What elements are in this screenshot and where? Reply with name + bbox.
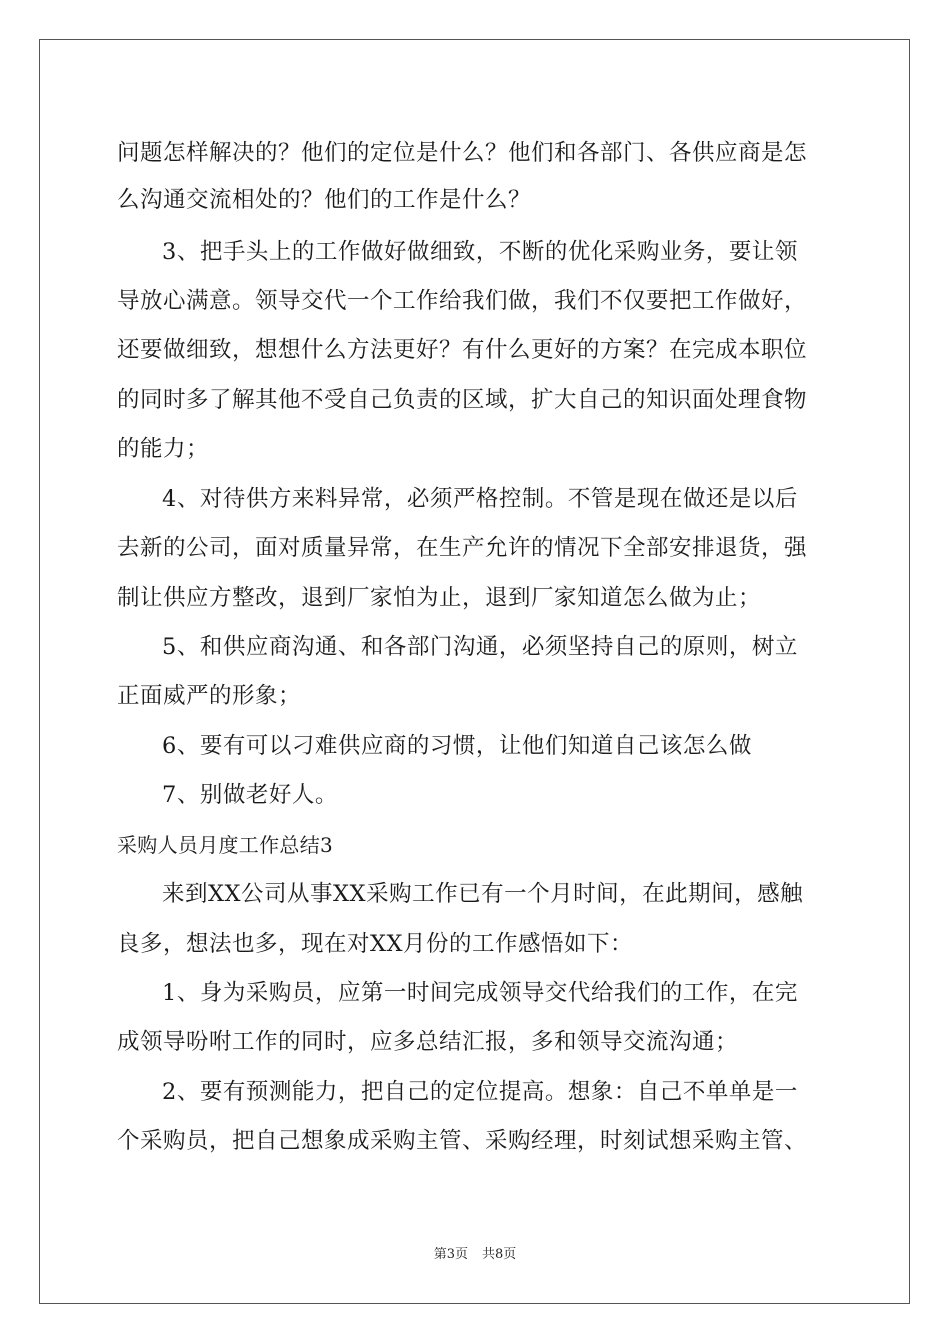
text-line: 成领导吩咐工作的同时，应多总结汇报，多和领导交流沟通； [117,1029,739,1055]
text-line: 还要做细致，想想什么方法更好？有什么更好的方案？在完成本职位 [117,337,808,363]
text-line: 个采购员，把自己想象成采购主管、采购经理，时刻试想采购主管、 [117,1128,808,1154]
text-line: 1、身为采购员，应第一时间完成领导交代给我们的工作，在完 [162,980,798,1006]
text-line: 6、要有可以刁难供应商的习惯，让他们知道自己该怎么做 [162,733,752,759]
text-line: 5、和供应商沟通、和各部门沟通，必须坚持自己的原则，树立 [162,634,798,660]
text-line: 2、要有预测能力，把自己的定位提高。想象：自己不单单是一 [162,1079,798,1105]
text-line: 制让供应方整改，退到厂家怕为止，退到厂家知道怎么做为止； [117,585,762,611]
text-line: 良多，想法也多，现在对XX月份的工作感悟如下： [117,931,634,957]
page-number: 第3页 [433,1247,468,1262]
text-line: 来到XX公司从事XX采购工作已有一个月时间，在此期间，感触 [162,881,804,907]
page-total: 共8页 [482,1247,517,1262]
text-line: 问题怎样解决的？他们的定位是什么？他们和各部门、各供应商是怎 [117,140,808,166]
text-line: 3、把手头上的工作做好做细致，不断的优化采购业务，要让领 [162,239,798,265]
page-border [39,39,910,1304]
text-line: 4、对待供方来料异常，必须严格控制。不管是现在做还是以后 [162,486,798,512]
section-heading: 采购人员月度工作总结3 [117,833,334,857]
page-footer [0,1246,950,1264]
text-line: 7、别做老好人。 [162,782,338,808]
text-line: 的同时多了解其他不受自己负责的区域，扩大自己的知识面处理食物 [117,387,808,413]
text-line: 正面威严的形象； [117,683,302,709]
text-line: 去新的公司，面对质量异常，在生产允许的情况下全部安排退货，强 [117,535,808,561]
text-line: 导放心满意。领导交代一个工作给我们做，我们不仅要把工作做好， [117,288,808,314]
text-line: 的能力； [117,436,210,462]
text-line: 么沟通交流相处的？他们的工作是什么？ [117,187,532,213]
